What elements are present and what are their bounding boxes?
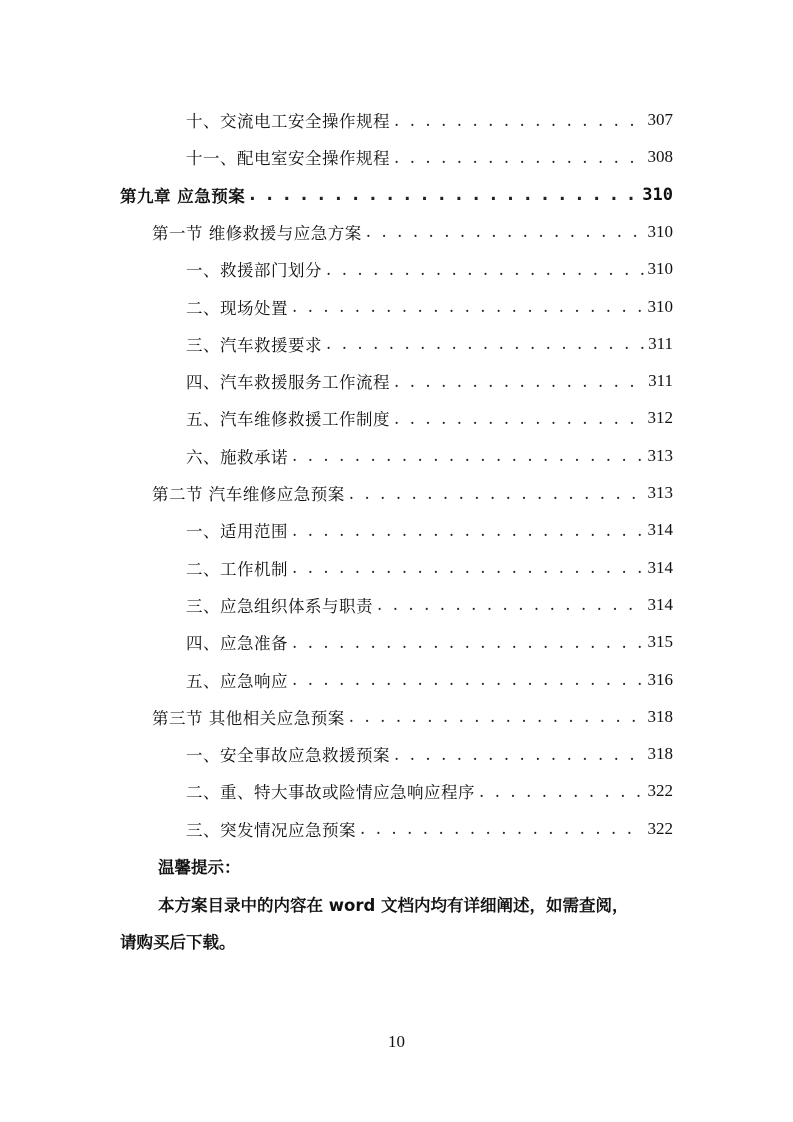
toc-section[interactable] [152, 220, 673, 244]
toc-title: 一、救援部门划分 [186, 261, 322, 281]
toc-leader-dots [292, 297, 644, 316]
toc-title: 第九章 应急预案 [120, 186, 246, 206]
toc-title: 二、工作机制 [186, 559, 288, 579]
toc-item[interactable] [186, 630, 673, 654]
toc-page: 310 [642, 184, 673, 205]
toc-page: 313 [647, 445, 673, 465]
toc-leader-dots [394, 745, 644, 764]
toc-leader-dots [349, 484, 644, 503]
toc-page: 313 [647, 483, 673, 502]
toc-leader-dots [366, 222, 644, 241]
toc-item[interactable] [186, 444, 673, 468]
toc-title: 三、突发情况应急预案 [186, 820, 356, 840]
toc-leader-dots [292, 446, 644, 465]
toc-page: 322 [647, 818, 673, 838]
toc-title: 五、汽车维修救援工作制度 [186, 410, 390, 430]
toc-leader-dots [292, 521, 644, 540]
toc-item[interactable] [186, 779, 673, 803]
toc-leader-dots [377, 595, 644, 614]
toc-title: 十一、配电室安全操作规程 [186, 149, 390, 169]
toc-leader-dots [479, 782, 644, 801]
page-number: 10 [388, 1032, 405, 1051]
toc-title: 十、交流电工安全操作规程 [186, 112, 390, 131]
toc-page: 314 [647, 557, 673, 577]
toc-page: 312 [647, 408, 673, 428]
toc-page: 314 [647, 594, 673, 614]
toc-leader-dots [394, 409, 644, 428]
notice-text-line2: 请购买后下载。 [120, 933, 236, 952]
toc-leader-dots [326, 260, 644, 279]
toc-title: 第一节 维修救援与应急方案 [152, 223, 362, 243]
toc-chapter[interactable] [120, 183, 673, 207]
toc-page: 311 [648, 371, 673, 391]
toc-title: 一、适用范围 [186, 522, 288, 542]
toc-title: 三、应急组织体系与职责 [186, 596, 373, 616]
toc-item[interactable] [186, 332, 673, 356]
toc-leader-dots [394, 148, 644, 167]
toc-title: 第三节 其他相关应急预案 [152, 708, 345, 728]
toc-item[interactable] [186, 817, 673, 841]
toc-item[interactable] [186, 406, 673, 430]
toc-leader-dots [326, 334, 644, 353]
toc-item[interactable] [186, 257, 673, 281]
toc-leader-dots [394, 372, 644, 391]
notice-text-line1: 本方案目录中的内容在 word 文档内均有详细阐述，如需查阅， [158, 896, 629, 915]
toc-page: 307 [647, 110, 673, 129]
toc-item[interactable] [186, 668, 673, 692]
notice-heading: 温馨提示： [158, 858, 241, 877]
toc-item[interactable] [186, 742, 673, 766]
toc-title: 一、安全事故应急救援预案 [186, 746, 390, 766]
toc-leader-dots [349, 707, 644, 726]
toc-title: 第二节 汽车维修应急预案 [152, 485, 345, 504]
toc-page: 322 [647, 781, 673, 801]
toc-page: 318 [647, 706, 673, 726]
toc-title: 二、现场处置 [186, 298, 288, 318]
toc-page: 310 [647, 259, 673, 279]
toc-title: 四、汽车救援服务工作流程 [186, 373, 390, 393]
toc-item[interactable] [186, 145, 673, 169]
toc-leader-dots [360, 819, 644, 838]
toc-item[interactable] [186, 518, 673, 542]
toc-page: 318 [647, 744, 673, 764]
toc-section[interactable] [152, 705, 673, 729]
toc-section[interactable] [152, 481, 673, 505]
toc-title: 四、应急准备 [186, 634, 288, 654]
toc-title: 二、重、特大事故或险情应急响应程序 [186, 783, 475, 803]
toc-leader-dots [292, 633, 644, 652]
toc-page: 310 [647, 221, 673, 241]
toc-item[interactable] [186, 295, 673, 319]
toc-leader-dots [394, 111, 644, 130]
toc-title: 六、施救承诺 [186, 447, 288, 467]
toc-item[interactable] [186, 556, 673, 580]
toc-page: 315 [647, 632, 673, 652]
toc-page: 316 [647, 669, 673, 689]
toc-leader-dots [292, 670, 644, 689]
toc-leader-dots [292, 558, 644, 577]
toc-page: 314 [647, 520, 673, 540]
toc-item[interactable] [186, 369, 673, 393]
toc-title: 三、汽车救援要求 [186, 335, 322, 355]
toc-title: 五、应急响应 [186, 671, 288, 691]
toc-item[interactable] [186, 593, 673, 617]
toc-page: 308 [647, 147, 673, 167]
toc-leader-dots [249, 185, 638, 204]
toc-page: 311 [648, 333, 673, 353]
toc-item[interactable] [186, 108, 673, 132]
toc-page: 310 [647, 296, 673, 316]
